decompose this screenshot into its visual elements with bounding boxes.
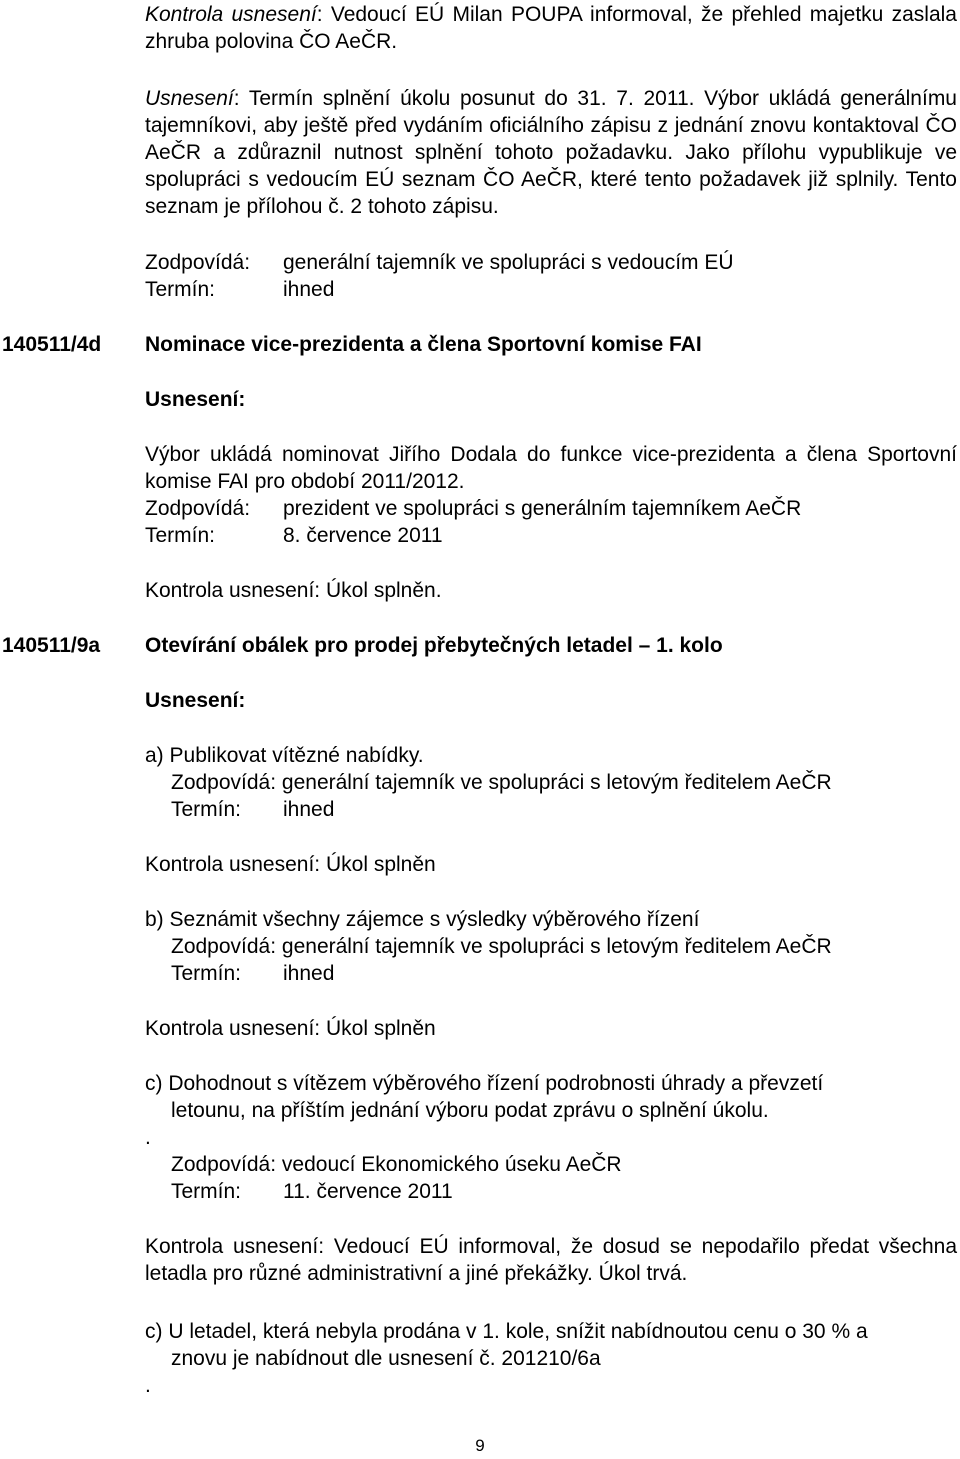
task-b-kontrola [145,1015,436,1042]
kontrola-paragraph [145,1,957,55]
kontrola-text: : Vedoucí EÚ Milan POUPA informoval, že přehled majetku zaslala zhruba polovina ČO AeČR. [145,3,957,53]
task-a-kontrola [145,851,436,878]
task-c1-line2: letounu, na příštím jednání výboru podat zprávu o splnění úkolu. [171,1099,769,1122]
task-b-termin-value: ihned [283,962,335,985]
item-title-4d: Nominace vice-prezidenta a člena Sportovní komise FAI [145,333,702,356]
task-c1-kontrola-value: Vedoucí EÚ informoval, že dosud se nepodařilo předat všechna letadla pro různé administrativní a jiné překážky. Úkol trvá. [145,1235,958,1285]
task-c1-dot: . [145,1126,151,1149]
task-a: a) Publikovat vítězné nabídky. [145,744,424,767]
task-a-termin [171,796,334,823]
task-a-kontrola-value: Úkol splněn [325,853,436,876]
task-c1-line1: c) Dohodnout s vítězem výběrového řízení podrobnosti úhrady a převzetí [145,1072,824,1095]
page-number: 9 [475,1436,485,1455]
task-b-kontrola-value: Úkol splněn [325,1017,436,1040]
task-c2-line1: c) U letadel, která nebyla prodána v 1. kole, snížit nabídnoutou cenu o 30 % a [145,1320,868,1343]
task-c1-termin [171,1178,453,1205]
task-c1-zodpovida: Zodpovídá: vedoucí Ekonomického úseku AeČR [171,1153,622,1176]
usneseni-heading-9a: Usnesení: [145,689,246,712]
termin-label-4d: Termín: [145,524,216,547]
zodpovida-value: generální tajemník ve spolupráci s vedoucím EÚ [283,251,734,274]
kontrola-label-4d: Kontrola usnesení: [145,579,321,602]
zodpovida-label: Zodpovídá: [145,251,251,274]
task-b-termin-label: Termín: [171,962,242,985]
zodpovida-row-4d [145,495,801,522]
task-a-termin-label: Termín: [171,798,242,821]
item-code-9a: 140511/9a [2,634,101,657]
kontrola-value-4d: Úkol splněn. [325,579,442,602]
resolution-text-4d: Výbor ukládá nominovat Jiřího Dodala do funkce vice-prezidenta a člena Sportovní komise FAI pro období 2011/2012. [145,443,957,493]
task-c1-kontrola-label: Kontrola usnesení: [145,1235,325,1258]
task-c2-dot: . [145,1374,151,1397]
task-a-zodpovida: Zodpovídá: generální tajemník ve spolupráci s letovým ředitelem AeČR [171,771,832,794]
item-code-4d: 140511/4d [2,333,102,356]
termin-label: Termín: [145,278,216,301]
zodpovida-label-4d: Zodpovídá: [145,497,251,520]
kontrola-row-4d [145,577,442,604]
task-a-kontrola-label: Kontrola usnesení: [145,853,321,876]
task-c2-line2: znovu je nabídnout dle usnesení č. 201210/6a [171,1347,601,1370]
task-b-termin [171,960,334,987]
task-a-termin-value: ihned [283,798,335,821]
item-title-9a: Otevírání obálek pro prodej přebytečných letadel – 1. kolo [145,634,723,657]
usneseni-label: Usnesení [145,87,234,110]
termin-value: ihned [283,278,335,301]
task-c1-kontrola [145,1233,957,1287]
termin-value-4d: 8. července 2011 [283,524,443,547]
zodpovida-value-4d: prezident ve spolupráci s generálním tajemníkem AeČR [283,497,802,520]
kontrola-label: Kontrola usnesení [145,3,317,26]
usneseni-paragraph [145,85,957,220]
usneseni-text: : Termín splnění úkolu posunut do 31. 7. 2011. Výbor ukládá generálnímu tajemníkovi, aby ještě před vydáním oficiálního zápisu z jednání znovu kontaktoval ČO AeČR a zdůraznil nutnost splnění tohoto požadavku. Jako přílohu vypublikuje ve spolupráci s vedoucím EÚ seznam ČO AeČR, které tento požadavek již splnily. Tento seznam je přílohou č. 2 tohoto zápisu. [145,87,957,218]
task-b-kontrola-label: Kontrola usnesení: [145,1017,321,1040]
task-c1-termin-label: Termín: [171,1180,242,1203]
termin-row-4d [145,522,443,549]
usneseni-heading-4d: Usnesení: [145,388,246,411]
task-b: b) Seznámit všechny zájemce s výsledky výběrového řízení [145,908,700,931]
termin-row [145,276,334,303]
zodpovida-row [145,249,734,276]
task-c1-termin-value: 11. července 2011 [283,1180,453,1203]
task-b-zodpovida: Zodpovídá: generální tajemník ve spolupráci s letovým ředitelem AeČR [171,935,832,958]
